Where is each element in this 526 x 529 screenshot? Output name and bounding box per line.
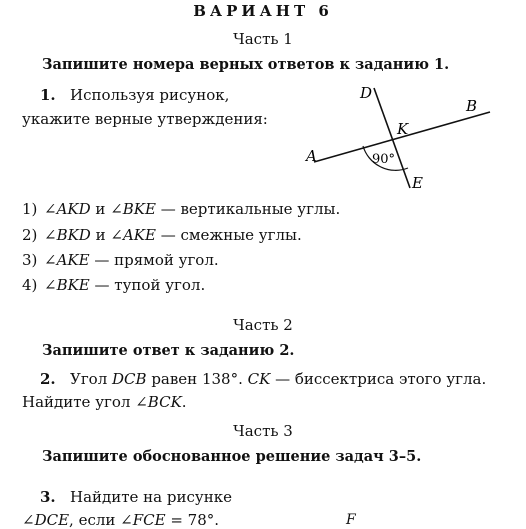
part2-title: Часть 2 (233, 316, 293, 334)
task1-text-line1: Используя рисунок, (69, 86, 230, 104)
label-b: B (466, 97, 478, 115)
task2-line2: Найдите угол ∠BCK. (22, 393, 187, 411)
part3-title: Часть 3 (233, 422, 293, 440)
option-2: 2) ∠BKD и ∠AKE — смежные углы. (22, 226, 302, 244)
task3-line2: ∠DCE, если ∠FCE = 78°. (22, 511, 220, 529)
label-k: K (397, 120, 409, 138)
option-3: 3) ∠AKE — прямой угол. (22, 251, 219, 269)
part2-instruction: Запишите ответ к заданию 2. (42, 342, 295, 359)
task1-figure (300, 80, 510, 195)
label-e: E (412, 174, 423, 192)
option-4: 4) ∠BKE — тупой угол. (22, 276, 206, 294)
part1-instruction: Запишите номера верных ответов к заданию 1. (42, 56, 450, 73)
task1-text-line2: укажите верные утверждения: (22, 110, 268, 128)
variant-title: ВАРИАНТ 6 (193, 2, 333, 20)
part1-title: Часть 1 (233, 30, 293, 48)
task3-line1: 3. Найдите на рисунке (40, 488, 232, 506)
angle-label-90: 90° (372, 152, 396, 167)
task3-figure-label-f: F (346, 512, 356, 528)
label-d: D (360, 84, 373, 102)
task1-line1 (40, 86, 229, 104)
task2-line1: 2. Угол DCB равен 138°. CK — биссектриса этого угла. (40, 370, 487, 388)
task1-number: 1. (40, 86, 56, 104)
label-a: A (306, 147, 317, 165)
option-1: 1) ∠AKD и ∠BKE — вертикальные углы. (22, 200, 341, 218)
line-DE (374, 88, 410, 188)
part3-instruction: Запишите обоснованное решение задач 3–5. (42, 448, 422, 465)
